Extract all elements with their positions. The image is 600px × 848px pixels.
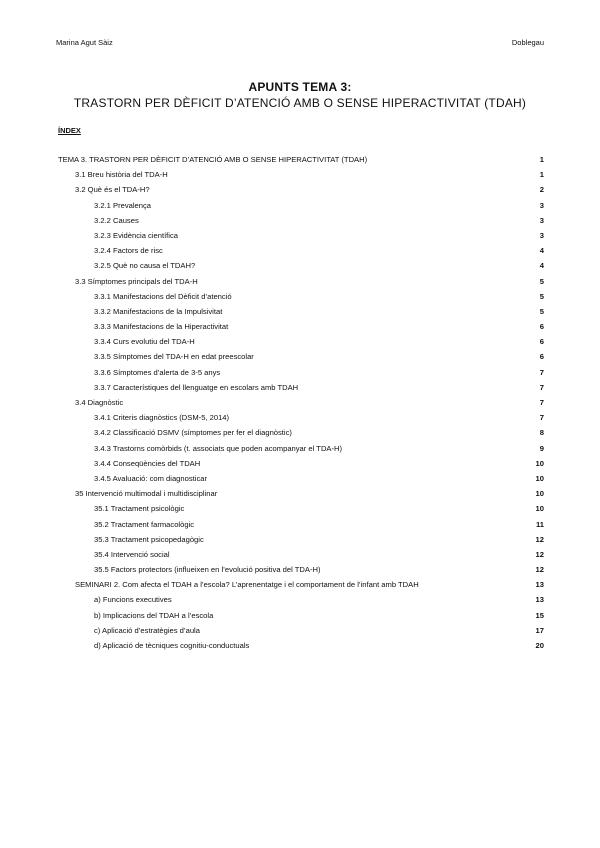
toc-entry-page[interactable]: 6 xyxy=(539,352,544,362)
toc-entry-title[interactable]: TEMA 3. TRASTORN PER DÈFICIT D’ATENCIÓ AMB O SENSE HIPERACTIVITAT (TDAH) xyxy=(58,155,368,164)
toc-entry-title[interactable]: 3.2.5 Què no causa el TDAH? xyxy=(94,261,196,271)
toc-entry-page[interactable]: 10 xyxy=(535,473,544,483)
index-heading: ÍNDEX xyxy=(58,126,81,135)
toc-entry[interactable] xyxy=(58,182,544,197)
toc-entry-title[interactable]: 3.3 Símptomes principals del TDA-H xyxy=(75,276,198,286)
toc-entry[interactable] xyxy=(58,167,544,182)
toc-entry-page[interactable]: 13 xyxy=(535,595,544,605)
toc-entry[interactable] xyxy=(58,547,544,562)
toc-entry-title[interactable]: 3.4.5 Avaluació: com diagnosticar xyxy=(94,473,207,483)
toc-entry[interactable] xyxy=(58,577,544,592)
toc-entry[interactable] xyxy=(58,228,544,243)
toc-entry-title[interactable]: 35.2 Tractament farmacològic xyxy=(94,519,195,529)
toc-entry-title[interactable]: 3.2.2 Causes xyxy=(94,215,139,225)
toc-entry-title[interactable]: 3.4.2 Classificació DSMV (símptomes per fer el diagnòstic) xyxy=(94,428,292,438)
toc-entry-title[interactable]: 3.2.4 Factors de risc xyxy=(94,246,163,256)
toc-entry[interactable] xyxy=(58,410,544,425)
toc-entry-title[interactable]: 3.4.1 Criteris diagnòstics (DSM-5, 2014) xyxy=(94,413,230,423)
toc-entry[interactable] xyxy=(58,258,544,273)
toc-entry[interactable] xyxy=(58,471,544,486)
toc-entry-title[interactable]: 3.3.6 Símptomes d’alerta de 3-5 anys xyxy=(94,367,221,377)
toc-entry-page[interactable]: 9 xyxy=(539,443,544,453)
toc-entry-page[interactable]: 10 xyxy=(535,489,544,499)
table-of-contents xyxy=(58,152,544,653)
toc-entry-title[interactable]: b) Implicacions del TDAH a l’escola xyxy=(94,610,214,620)
toc-entry-page[interactable]: 4 xyxy=(539,246,544,256)
toc-entry[interactable] xyxy=(58,213,544,228)
toc-entry-page[interactable]: 12 xyxy=(535,565,544,575)
header-author: Marina Agut Sàiz xyxy=(56,38,113,47)
toc-entry-title[interactable]: a) Funcions executives xyxy=(94,595,172,605)
toc-entry-page[interactable]: 3 xyxy=(539,215,544,225)
toc-entry[interactable] xyxy=(58,319,544,334)
toc-entry-title[interactable]: 35.5 Factors protectors (influeixen en l’evolució positiva del TDA-H) xyxy=(94,565,321,575)
toc-entry-title[interactable]: 3.3.5 Símptomes del TDA-H en edat preescolar xyxy=(94,352,254,362)
toc-entry[interactable] xyxy=(58,349,544,364)
toc-entry-page[interactable]: 1 xyxy=(539,155,544,164)
toc-entry-title[interactable]: 3.3.7 Característiques del llenguatge en escolars amb TDAH xyxy=(94,382,299,392)
toc-entry-page[interactable]: 3 xyxy=(539,230,544,240)
toc-entry[interactable] xyxy=(58,425,544,440)
page-header xyxy=(56,38,544,50)
toc-entry[interactable] xyxy=(58,380,544,395)
toc-entry-title[interactable]: SEMINARI 2. Com afecta el TDAH a l’escola? L’aprenentatge i el comportament de l’infant amb TDAH xyxy=(75,580,419,590)
toc-entry[interactable] xyxy=(58,441,544,456)
toc-entry[interactable] xyxy=(58,395,544,410)
toc-entry-page[interactable]: 4 xyxy=(539,261,544,271)
toc-entry-page[interactable]: 5 xyxy=(539,306,544,316)
toc-entry[interactable] xyxy=(58,638,544,653)
toc-entry-title[interactable]: 3.2.3 Evidència científica xyxy=(94,230,179,240)
toc-entry[interactable] xyxy=(58,152,544,167)
toc-entry-page[interactable]: 1 xyxy=(539,170,544,180)
toc-entry-title[interactable]: 35.1 Tractament psicològic xyxy=(94,504,185,514)
toc-entry[interactable] xyxy=(58,304,544,319)
toc-entry[interactable] xyxy=(58,517,544,532)
toc-entry[interactable] xyxy=(58,289,544,304)
toc-entry-page[interactable]: 13 xyxy=(535,580,544,590)
toc-entry-page[interactable]: 15 xyxy=(535,610,544,620)
toc-entry-title[interactable]: 3.4 Diagnòstic xyxy=(75,398,124,407)
toc-entry-title[interactable]: 3.3.3 Manifestacions de la Hiperactivitat xyxy=(94,322,229,332)
toc-entry-title[interactable]: 3.4.4 Conseqüències del TDAH xyxy=(94,458,201,468)
toc-entry-page[interactable]: 7 xyxy=(539,382,544,392)
toc-entry-title[interactable]: 3.2 Què és el TDA-H? xyxy=(75,185,150,195)
toc-entry-title[interactable]: 3.4.3 Trastorns comòrbids (t. associats que poden acompanyar el TDA-H) xyxy=(94,443,343,453)
toc-entry-title[interactable]: 35 Intervenció multimodal i multidisciplinar xyxy=(75,489,218,499)
header-site: Doblegau xyxy=(511,38,544,47)
toc-entry-page[interactable]: 6 xyxy=(539,337,544,347)
toc-entry-page[interactable]: 3 xyxy=(539,200,544,210)
toc-entry-page[interactable]: 7 xyxy=(539,367,544,377)
toc-entry-title[interactable]: 35.3 Tractament psicopedagògic xyxy=(94,534,204,544)
toc-entry[interactable] xyxy=(58,501,544,516)
toc-entry-page[interactable]: 8 xyxy=(539,428,544,438)
toc-entry[interactable] xyxy=(58,608,544,623)
toc-entry-page[interactable]: 10 xyxy=(535,458,544,468)
toc-entry-title[interactable]: c) Aplicació d’estratègies d’aula xyxy=(94,625,200,635)
toc-entry-page[interactable]: 17 xyxy=(535,625,544,635)
toc-entry-title[interactable]: 3.3.2 Manifestacions de la Impulsivitat xyxy=(94,306,223,316)
document-subtitle: TRASTORN PER DÈFICIT D’ATENCIÓ AMB O SENSE HIPERACTIVITAT (TDAH) xyxy=(73,96,527,110)
toc-entry[interactable] xyxy=(58,365,544,380)
toc-entry-page[interactable]: 7 xyxy=(539,398,544,407)
toc-entry-page[interactable]: 10 xyxy=(535,504,544,514)
toc-entry-title[interactable]: 3.3.4 Curs evolutiu del TDA-H xyxy=(94,337,195,347)
toc-entry-title[interactable]: 35.4 Intervenció social xyxy=(94,549,170,559)
toc-entry[interactable] xyxy=(58,592,544,607)
toc-entry[interactable] xyxy=(58,532,544,547)
toc-entry-page[interactable]: 7 xyxy=(539,413,544,423)
toc-entry-page[interactable]: 20 xyxy=(535,641,544,650)
toc-entry-title[interactable]: 3.2.1 Prevalença xyxy=(94,200,151,210)
toc-entry[interactable] xyxy=(58,456,544,471)
toc-entry-title[interactable]: 3.1 Breu història del TDA-H xyxy=(75,170,168,180)
toc-entry-page[interactable]: 2 xyxy=(539,185,544,195)
toc-entry[interactable] xyxy=(58,623,544,638)
toc-entry[interactable] xyxy=(58,274,544,289)
toc-entry[interactable] xyxy=(58,334,544,349)
toc-entry[interactable] xyxy=(58,562,544,577)
toc-entry-title[interactable]: d) Aplicació de tècniques cognitiu-conductuals xyxy=(94,641,250,650)
toc-entry-title[interactable]: 3.3.1 Manifestacions del Dèficit d’atenció xyxy=(94,291,232,301)
toc-entry[interactable] xyxy=(58,243,544,258)
toc-entry-page[interactable]: 12 xyxy=(535,534,544,544)
document-title: APUNTS TEMA 3: xyxy=(248,80,352,94)
toc-entry[interactable] xyxy=(58,198,544,213)
toc-entry-page[interactable]: 5 xyxy=(539,291,544,301)
toc-entry-page[interactable]: 6 xyxy=(539,322,544,332)
toc-entry[interactable] xyxy=(58,486,544,501)
toc-entry-page[interactable]: 5 xyxy=(539,276,544,286)
toc-entry-page[interactable]: 12 xyxy=(535,549,544,559)
toc-entry-page[interactable]: 11 xyxy=(535,519,544,529)
